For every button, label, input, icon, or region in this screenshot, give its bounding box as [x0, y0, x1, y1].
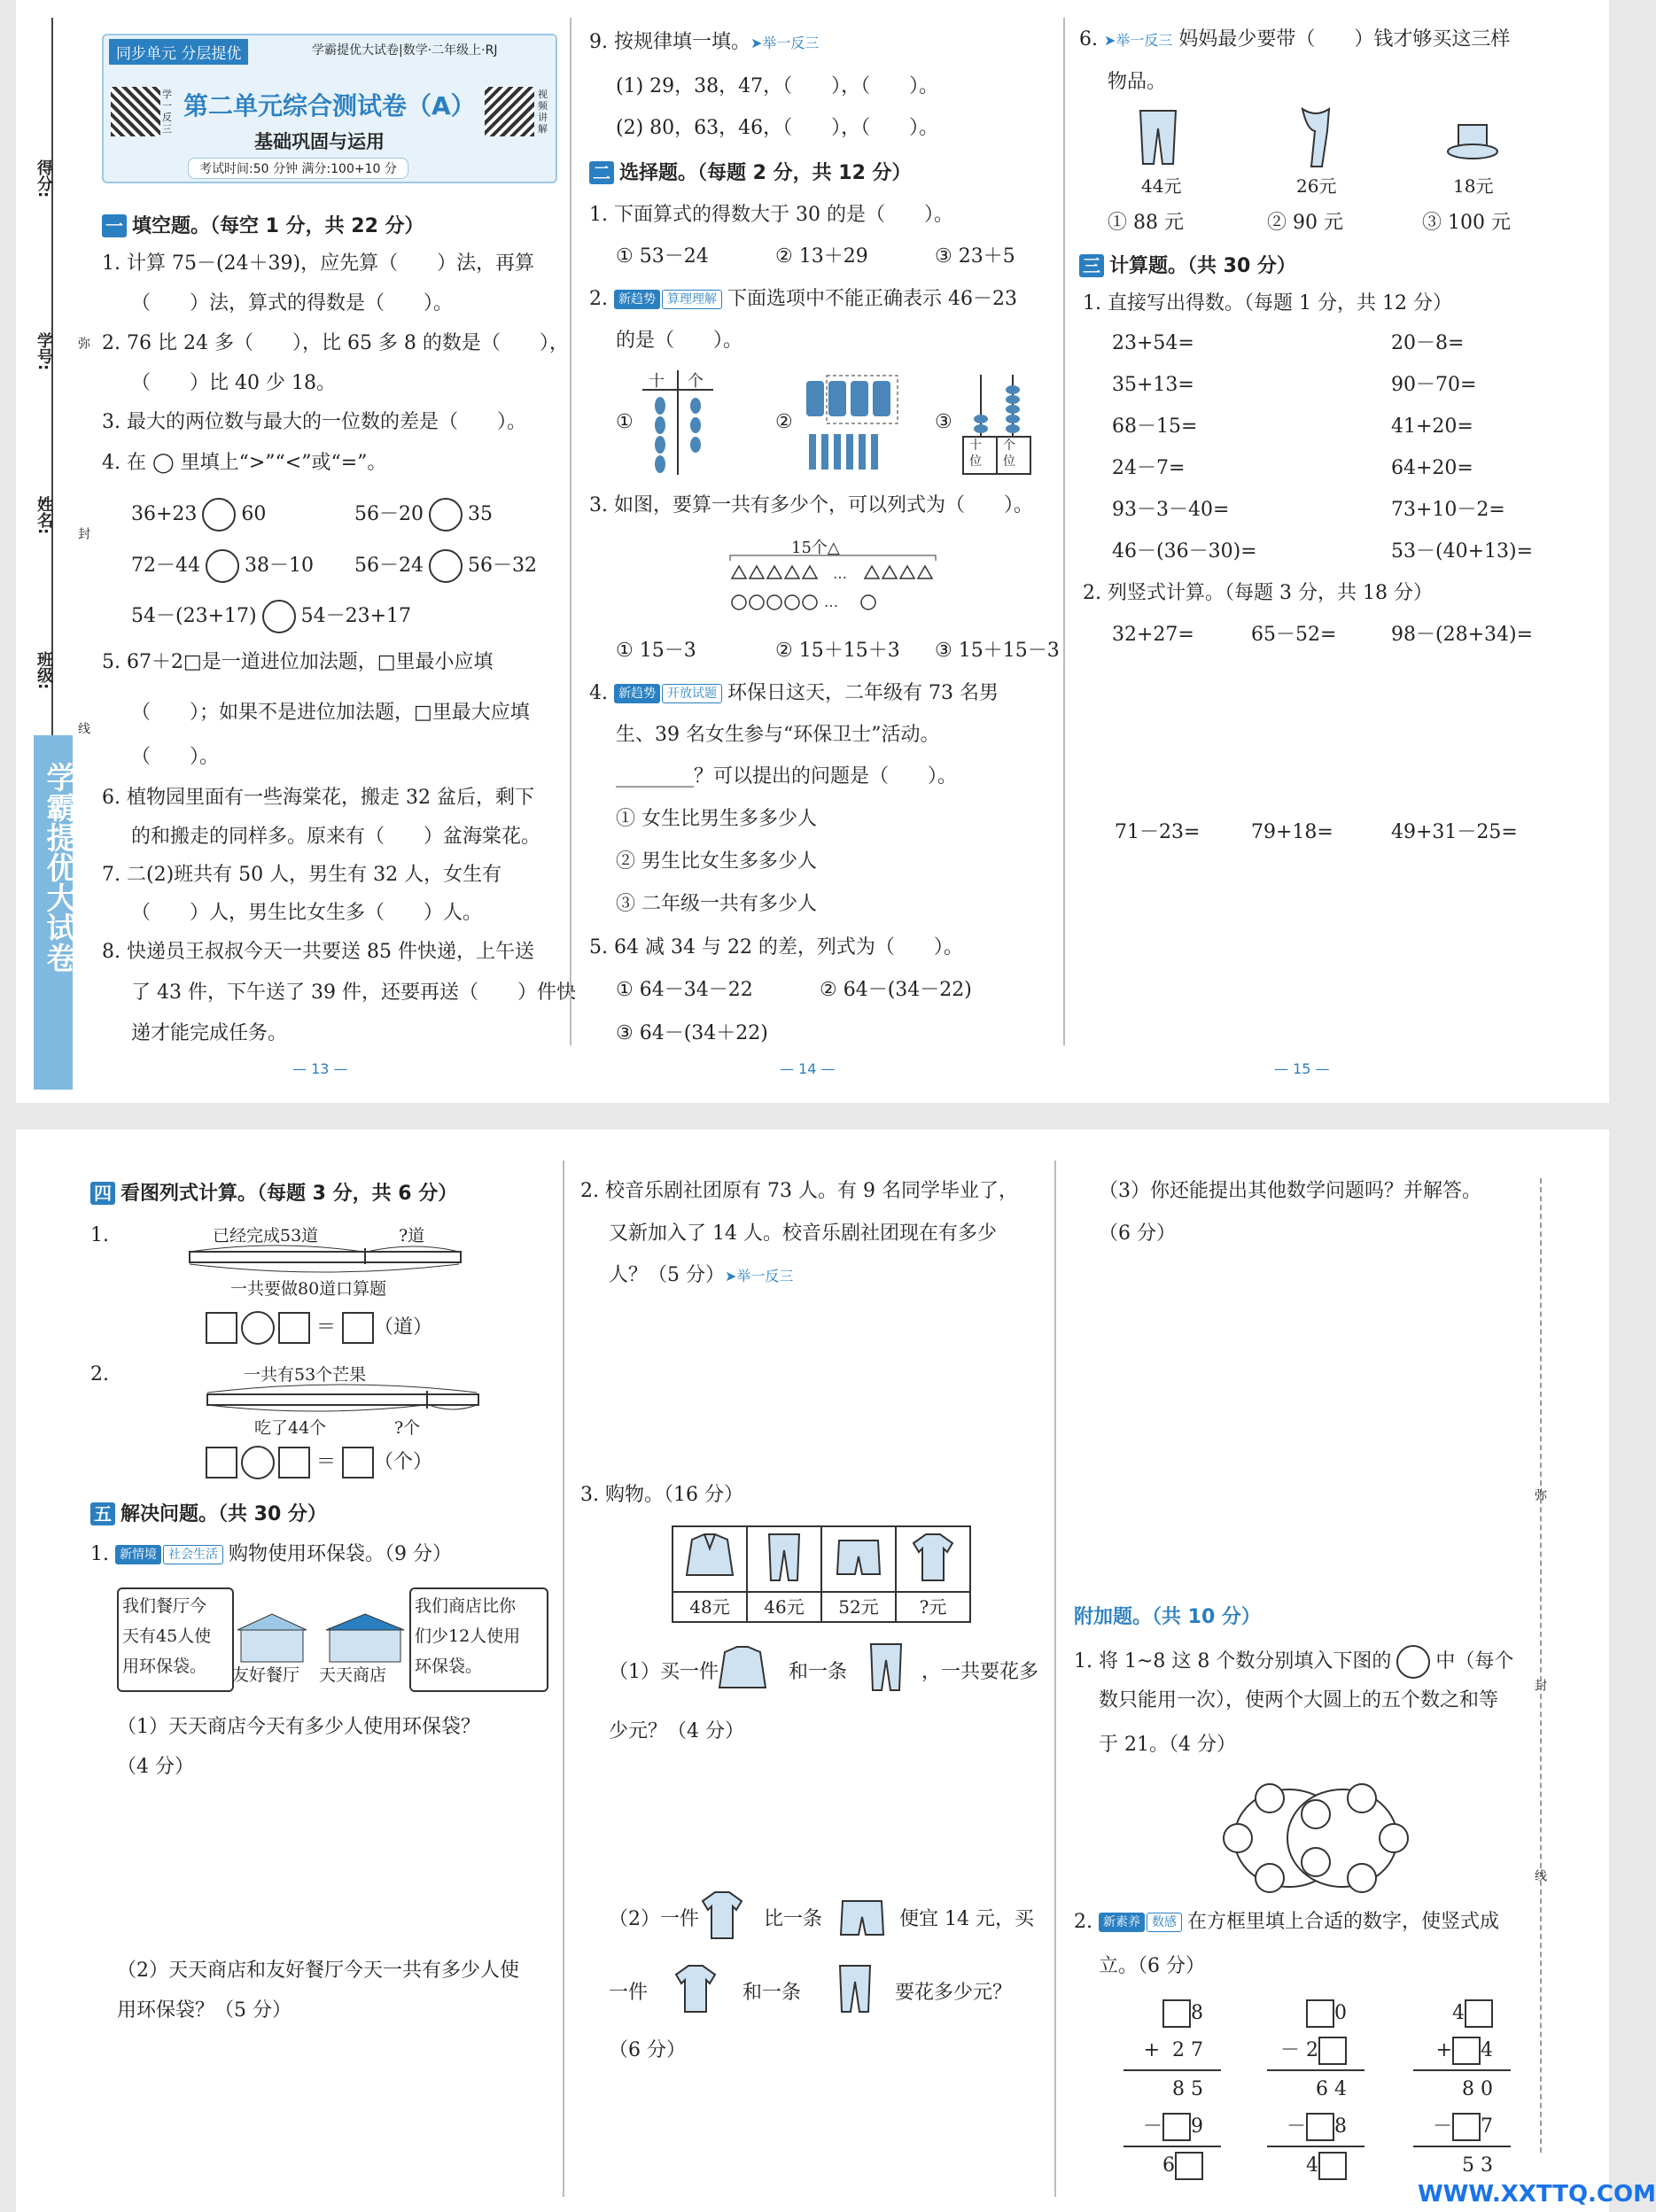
qr-left — [111, 87, 160, 136]
score-label: 得分: — [35, 159, 53, 198]
calc-e1: 20－8= — [1391, 332, 1465, 354]
section-calc: 三 计算题。（共 30 分） — [1079, 251, 1296, 278]
price-cell: 52元 — [821, 1592, 896, 1622]
p18-e2: 2. 新素养 数感 在方框里填上合适的数字，使竖式成 — [1074, 1911, 1500, 1933]
column-divider — [563, 1160, 564, 2197]
p18-e1c: 于 21。（4 分） — [1099, 1734, 1236, 1756]
p17-s2a: （2）一件 — [609, 1908, 699, 1930]
digit-box[interactable] — [1162, 2113, 1191, 2141]
fig1-number: 1. — [90, 1224, 109, 1246]
compare-circle[interactable] — [429, 498, 463, 532]
p17-q3: 3. 购物。（16 分） — [580, 1484, 743, 1506]
p16-q1a: （1）天天商店今天有多少人使用环保袋？ — [117, 1716, 480, 1738]
qr-right — [485, 87, 534, 136]
jacket-inline-icon — [716, 1643, 769, 1696]
digit-box[interactable] — [1162, 1999, 1191, 2028]
p16-q1b: （4 分） — [117, 1756, 194, 1778]
header-badge: 同步单元 分层提优 — [109, 39, 248, 65]
header-title: 第二单元综合测试卷（A） — [183, 91, 476, 120]
p14-s1: 1. 下面算式的得数大于 30 的是（ ）。 — [589, 204, 953, 226]
calc-e7: 64+20= — [1391, 457, 1473, 479]
p14-s4o2: ② 男生比女生多多少人 — [616, 850, 817, 873]
class-label: 班级: — [35, 651, 53, 690]
p17-s2c: 便宜 14 元，买 — [899, 1908, 1034, 1930]
calc-e5: 41+20= — [1391, 415, 1473, 438]
pants-inline-icon — [864, 1641, 908, 1694]
pants-icon — [1136, 106, 1180, 168]
svg-text:…: … — [824, 594, 838, 610]
opt1-label: ① — [616, 411, 634, 433]
shirt-icon — [906, 1531, 960, 1584]
p14-q9a: (1) 29，38，47，（ ），（ ）。 — [616, 75, 939, 97]
calc-e3: 90－70= — [1391, 374, 1477, 396]
section-extra: 附加题。（共 10 分） — [1074, 1606, 1261, 1628]
svg-text:…: … — [833, 565, 847, 582]
compare-row2: 72－44 38－10 — [131, 549, 314, 583]
answer-box[interactable] — [206, 1312, 237, 1344]
price-pants: 44元 — [1141, 175, 1182, 197]
p16-problem1: 1. 新情境 社会生活 购物使用环保袋。（9 分） — [90, 1543, 452, 1565]
p17-q2c: 人？（5 分）➤举一反三 — [609, 1264, 794, 1286]
s3-fig-label: 15个△ — [791, 539, 840, 557]
seal-xian: 线 — [76, 722, 90, 734]
shirt-inline-icon — [696, 1889, 749, 1942]
p13-q6b: 的和搬走的同样多。原来有（ ）盆海棠花。 — [131, 826, 541, 848]
fig2-equation: ＝ （个） — [206, 1446, 432, 1479]
header-box — [102, 34, 557, 183]
calc-e9: 73+10－2= — [1391, 499, 1505, 521]
p15-o1: ① 88 元 — [1108, 212, 1184, 234]
binding-strip — [27, 0, 90, 1098]
vert-v0: 32+27= — [1112, 624, 1194, 646]
p17-q2a: 2. 校音乐剧社团原有 73 人。有 9 名同学毕业了， — [580, 1180, 1018, 1202]
p13-q1a: 1. 计算 75－(24＋39)，应先算（ ）法，再算 — [102, 252, 535, 275]
price-cell: 48元 — [673, 1592, 747, 1622]
vert-v3: 71－23= — [1115, 821, 1201, 843]
digit-box[interactable] — [1306, 2113, 1334, 2141]
p17-s1a: （1）买一件 — [609, 1661, 719, 1683]
p18-e1b: 数只能用一次），使两个大圆上的五个数之和等 — [1099, 1689, 1499, 1711]
p13-q5a: 5. 67＋2□是一道进位加法题，□里最小应填 — [102, 651, 494, 673]
digit-box[interactable] — [1452, 2037, 1481, 2065]
vert-v1: 65－52= — [1251, 624, 1337, 646]
ten-header: 十 — [649, 372, 665, 391]
compare-row2b: 56－24 56－32 — [354, 549, 537, 583]
name-label: 姓名: — [35, 496, 53, 535]
digit-box[interactable] — [1465, 1999, 1493, 2028]
shop-buildings-icon — [232, 1610, 409, 1664]
header-series: 学霸提优大试卷|数学·二年级上·RJ — [312, 43, 498, 58]
p14-s3o2: ② 15＋15＋3 — [775, 640, 900, 662]
header-subtitle: 基础巩固与运用 — [254, 131, 385, 152]
fig2-bar — [206, 1382, 480, 1414]
header-meta: 考试时间:50 分钟 满分:100+10 分 — [188, 158, 408, 179]
p17-s2e: 和一条 — [742, 1982, 802, 2004]
p16-q2b: 用环保袋？（5 分） — [117, 1999, 292, 2022]
p14-s2b: 的是（ ）。 — [616, 330, 743, 352]
fig1-q: ?道 — [399, 1226, 425, 1246]
p13-q5c: （ ）。 — [131, 746, 220, 768]
p16-q2a: （2）天天商店和友好餐厅今天一共有多少人使 — [117, 1960, 519, 1982]
column-divider — [1054, 1160, 1056, 2197]
long-pants-inline-icon — [833, 1962, 877, 2015]
p13-q2a: 2. 76 比 24 多（ ），比 65 多 8 的数是（ ）， — [102, 332, 569, 354]
column-divider — [570, 18, 571, 1045]
digit-box[interactable] — [1452, 2113, 1481, 2141]
vertical-puzzle-1: 8 + 2 7 8 5 － 9 6 — [1123, 1995, 1221, 2185]
fig2-number: 2. — [90, 1363, 109, 1385]
price-scarf: 26元 — [1296, 175, 1337, 197]
p14-s1o2: ② 13＋29 — [775, 245, 868, 268]
digit-box[interactable] — [1175, 2152, 1203, 2180]
abacus-one-label: 个位 — [1003, 439, 1015, 469]
p13-q2b: （ ）比 40 少 18。 — [131, 372, 336, 394]
speech-bubble-restaurant: 我们餐厅今 天有45人使 用环保袋。 — [117, 1587, 234, 1692]
p14-s5: 5. 64 减 34 与 22 的差，列式为（ ）。 — [589, 936, 963, 959]
p14-s4o1: ① 女生比男生多多少人 — [616, 808, 817, 830]
p18-q3a: （3）你还能提出其他数学问题吗？并解答。 — [1099, 1180, 1481, 1202]
digit-box[interactable] — [1318, 2152, 1347, 2180]
fig1-bottom: 一共要做80道口算题 — [230, 1279, 387, 1299]
p15-sub2: 2. 列竖式计算。（每题 3 分，共 18 分） — [1083, 582, 1433, 604]
p14-s3o1: ① 15－3 — [616, 640, 696, 662]
right-binding-line — [1540, 1178, 1542, 2153]
p13-q8c: 递才能完成任务。 — [131, 1022, 288, 1044]
page-number-15: — 15 — — [1274, 1060, 1330, 1077]
fig1-top: 已经完成53道 — [213, 1226, 319, 1246]
vert-v4: 79+18= — [1251, 821, 1333, 843]
vertical-puzzle-2: 0 － 2 6 4 － 8 4 — [1267, 1995, 1364, 2185]
p13-q3: 3. 最大的两位数与最大的一位数的差是（ ）。 — [102, 411, 526, 433]
seal-mi-right: 弥 — [1533, 1488, 1547, 1501]
opt3-label: ③ — [935, 411, 952, 433]
p14-q9: 9. 按规律填一填。➤举一反三 — [589, 31, 820, 53]
answer-box[interactable] — [278, 1312, 310, 1344]
opt2-label: ② — [775, 411, 793, 433]
p14-s5o2: ② 64－(34－22) — [820, 979, 972, 1001]
compare-row3: 54－(23+17) 54－23+17 — [131, 600, 411, 633]
compare-circle[interactable] — [206, 549, 239, 583]
jacket-icon — [683, 1531, 736, 1584]
compare-row1: 36+23 60 — [131, 498, 266, 532]
calc-e6: 24－7= — [1112, 457, 1186, 479]
p18-e1a: 1. 将 1~8 这 8 个数分别填入下图的 中（每个 — [1074, 1645, 1513, 1679]
section-fill-blank: 一 填空题。（每空 1 分，共 22 分） — [102, 211, 424, 238]
p15-sub1: 1. 直接写出得数。（每题 1 分，共 12 分） — [1083, 292, 1452, 314]
compare-circle[interactable] — [262, 600, 296, 633]
p14-q9b: (2) 80，63，46，（ ），（ ）。 — [616, 117, 939, 139]
p17-s1b: 和一条 — [789, 1661, 848, 1683]
page-number-13: — 13 — — [292, 1060, 348, 1077]
p14-s3: 3. 如图，要算一共有多少个，可以列式为（ ）。 — [589, 494, 1033, 516]
calc-e4: 68－15= — [1112, 415, 1198, 438]
triangles-circles-figure — [727, 554, 939, 616]
answer-box[interactable] — [278, 1447, 310, 1479]
price-cell: ?元 — [896, 1592, 970, 1622]
qr-right-label: 视频讲解 — [538, 89, 548, 135]
p14-s1o3: ③ 23＋5 — [935, 245, 1015, 268]
answer-box[interactable] — [342, 1447, 374, 1479]
calc-e11: 53－(40+13)= — [1391, 540, 1534, 563]
p14-s5o1: ① 64－34－22 — [616, 979, 753, 1001]
compare-circle[interactable] — [429, 549, 463, 583]
qr-left-label: 学一反三 — [162, 89, 172, 135]
answer-box[interactable] — [342, 1312, 374, 1344]
section-picture-calc: 四 看图列式计算。（每题 3 分，共 6 分） — [90, 1178, 457, 1206]
compare-row1b: 56－20 35 — [354, 498, 493, 532]
p13-q8b: 了 43 件，下午送了 39 件，还要再送（ ）件快 — [131, 982, 576, 1004]
p14-s3o3: ③ 15＋15－3 — [935, 640, 1060, 662]
calc-e10: 46－(36－30)= — [1112, 540, 1257, 563]
circle-symbol — [1396, 1645, 1430, 1679]
p18-e2b: 立。（6 分） — [1099, 1955, 1205, 1977]
price-cell: 46元 — [747, 1592, 821, 1622]
p17-s2f: 要花多少元？ — [895, 1982, 1013, 2004]
sticks-figure — [802, 372, 899, 474]
section-choice: 二 选择题。（每题 2 分，共 12 分） — [589, 158, 912, 185]
vert-v2: 98－(28+34)= — [1391, 624, 1534, 646]
price-table — [672, 1525, 971, 1623]
brand-text: 学霸提优大试卷 — [41, 762, 76, 973]
p13-q4: 4. 在 ◯ 里填上“>”“<”或“=”。 — [102, 452, 387, 474]
p17-s2d: 一件 — [609, 1982, 649, 2004]
calc-e2: 35+13= — [1112, 374, 1194, 396]
seal-mi: 弥 — [76, 337, 90, 349]
price-hat: 18元 — [1453, 175, 1494, 197]
p14-s5o3: ③ 64－(34＋22) — [616, 1022, 768, 1044]
shop-store-label: 天天商店 — [319, 1665, 387, 1685]
digit-box[interactable] — [1306, 1999, 1334, 2028]
long-pants-icon — [762, 1531, 806, 1584]
p13-q8a: 8. 快递员王叔叔今天一共要送 85 件快递，上午送 — [102, 941, 534, 963]
shorts-inline-icon — [837, 1896, 887, 1940]
p13-q1b: （ ）法，算式的得数是（ ）。 — [131, 292, 454, 314]
id-label: 学号: — [35, 332, 53, 371]
seal-xian-right: 线 — [1533, 1869, 1547, 1882]
shirt-inline-icon-2 — [669, 1962, 722, 2015]
one-header: 个 — [688, 372, 704, 391]
op-circle[interactable] — [241, 1446, 275, 1479]
fig2-q: ?个 — [394, 1418, 421, 1438]
shorts-icon — [834, 1535, 883, 1579]
vertical-puzzle-3: 4 + 4 8 0 － 7 5 3 — [1413, 1995, 1511, 2185]
p17-s2g: （6 分） — [609, 2039, 686, 2061]
p17-s1c: ，一共要花多 — [921, 1661, 1039, 1683]
section-problems: 五 解决问题。（共 30 分） — [90, 1499, 327, 1526]
answer-box[interactable] — [206, 1447, 237, 1479]
p14-s4: 4. 新趋势 开放试题 环保日这天，二年级有 73 名男 — [589, 682, 999, 704]
p17-s1d: 少元？（4 分） — [609, 1720, 744, 1742]
scarf-icon — [1294, 105, 1338, 171]
two-big-circles-figure — [1218, 1779, 1413, 1898]
compare-circle[interactable] — [202, 498, 236, 532]
fig1-equation: ＝ （道） — [206, 1311, 432, 1345]
speech-bubble-store: 我们商店比你 们少12人使用 环保袋。 — [409, 1587, 548, 1692]
p14-s4c: ________？可以提出的问题是（ ）。 — [616, 765, 958, 788]
vert-v5: 49+31－25= — [1391, 821, 1518, 843]
p14-s4b: 生、39 名女生参与“环保卫士”活动。 — [616, 724, 940, 746]
p18-q3b: （6 分） — [1099, 1222, 1176, 1245]
watermark: WWW.XXTTQ.COM — [1418, 2181, 1656, 2208]
shop-restaurant-label: 友好餐厅 — [232, 1665, 300, 1685]
p14-s4o3: ③ 二年级一共有多少人 — [616, 893, 817, 915]
p13-q5b: （ ）；如果不是进位加法题，□里最大应填 — [131, 702, 530, 724]
p15-o2: ② 90 元 — [1267, 212, 1343, 234]
column-divider — [1063, 18, 1065, 1045]
p13-q7a: 7. 二(2)班共有 50 人，男生有 32 人，女生有 — [102, 864, 502, 886]
p17-s2b: 比一条 — [764, 1908, 823, 1930]
p13-q7b: （ ）人，男生比女生多（ ）人。 — [131, 902, 483, 924]
seal-feng-right: 封 — [1533, 1679, 1547, 1691]
p14-s1o1: ① 53－24 — [616, 245, 709, 268]
fig2-top: 一共有53个芒果 — [244, 1365, 367, 1385]
digit-box[interactable] — [1318, 2037, 1347, 2065]
fig2-eaten: 吃了44个 — [254, 1418, 327, 1438]
p14-s2: 2. 新趋势 算理理解 下面选项中不能正确表示 46－23 — [589, 288, 1017, 310]
p15-o3: ③ 100 元 — [1422, 212, 1511, 234]
p13-q6a: 6. 植物园里面有一些海棠花，搬走 32 盆后，剩下 — [102, 787, 534, 809]
p17-q2b: 又新加入了 14 人。校音乐剧社团现在有多少 — [609, 1222, 997, 1245]
p15-q6c: 物品。 — [1108, 71, 1167, 93]
page-number-14: — 14 — — [780, 1060, 836, 1077]
p15-q6: 6. ➤举一反三 妈妈最少要带（ ）钱才够买这三样 — [1079, 28, 1511, 50]
calc-e0: 23+54= — [1112, 332, 1194, 354]
calc-e8: 93－3－40= — [1112, 499, 1230, 521]
seal-feng: 封 — [76, 527, 90, 539]
abacus-ten-label: 十位 — [969, 439, 982, 469]
hat-icon — [1446, 120, 1499, 164]
op-circle[interactable] — [241, 1311, 275, 1345]
fig1-bar — [188, 1245, 463, 1277]
